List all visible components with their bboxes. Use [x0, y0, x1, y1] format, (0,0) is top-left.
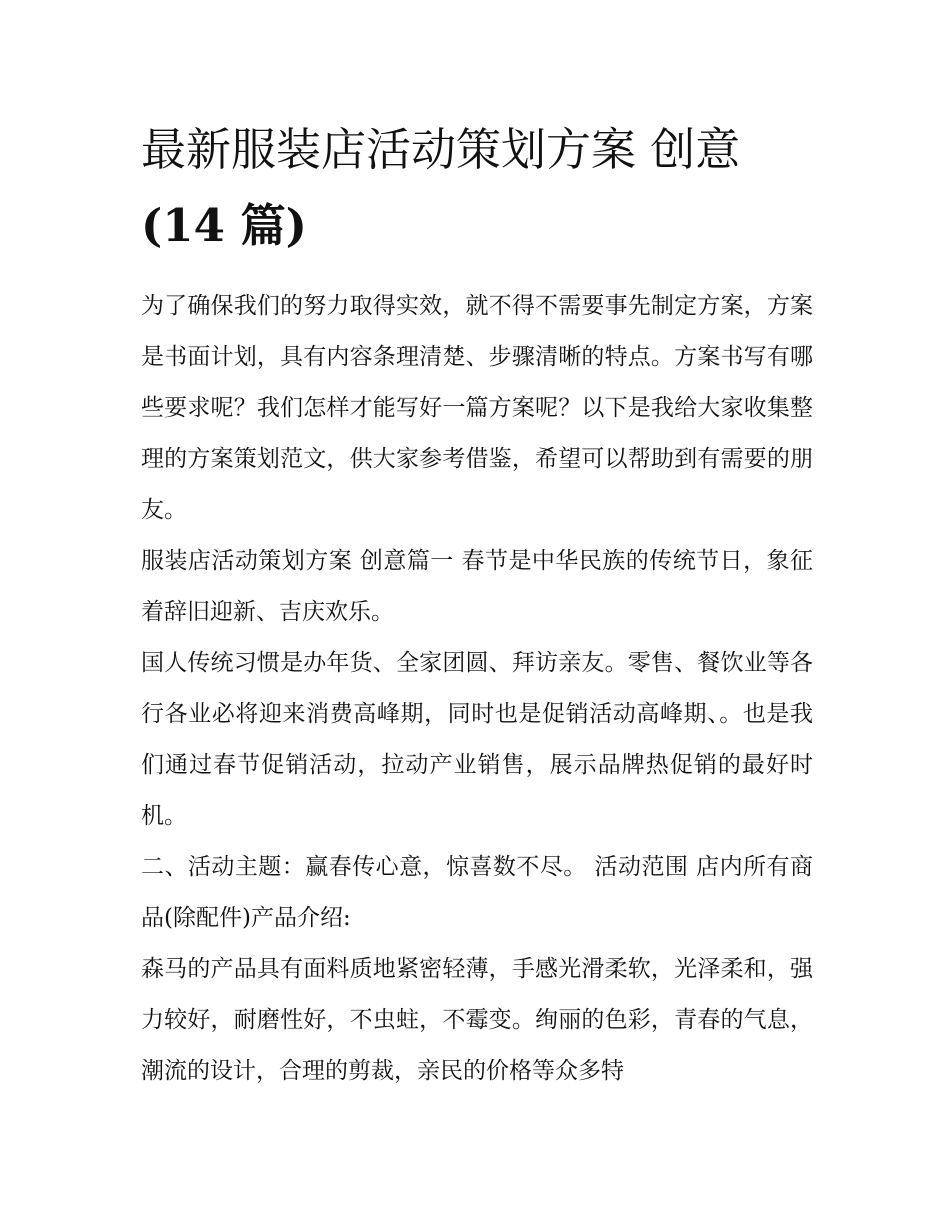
- paragraph-1: 服装店活动策划方案 创意篇一 春节是中华民族的传统节日，象征着辞旧迎新、吉庆欢乐。: [141, 548, 813, 625]
- document-title: [141, 112, 813, 264]
- title-count: (14 篇): [141, 199, 307, 252]
- paragraph-2: 国人传统习惯是办年货、全家团圆、拜访亲友。零售、餐饮业等各行各业必将迎来消费高峰期，同时也是促销活动高峰期、。也是我们通过春节促销活动，拉动产业销售，展示品牌热促销的最好时机。: [141, 650, 813, 829]
- paragraph-4: 森马的产品具有面料质地紧密轻薄，手感光滑柔软，光泽柔和，强力较好，耐磨性好，不虫蛀，不霉变。绚丽的色彩，青春的气息，潮流的设计，合理的剪裁，亲民的价格等众多特: [141, 956, 813, 1084]
- document-body: [141, 281, 813, 1097]
- title-main: 最新服装店活动策划方案 创意: [141, 123, 741, 176]
- document-content: [141, 112, 813, 1097]
- paragraph-3: 二、活动主题：赢春传心意，惊喜数不尽。 活动范围 店内所有商品(除配件)产品介绍:: [141, 854, 813, 931]
- paragraph-intro: 为了确保我们的努力取得实效，就不得不需要事先制定方案，方案是书面计划，具有内容条理清楚、步骤清晰的特点。方案书写有哪些要求呢？我们怎样才能写好一篇方案呢？以下是我给大家收集整理的方案策划范文，供大家参考借鉴，希望可以帮助到有需要的朋友。: [141, 293, 813, 523]
